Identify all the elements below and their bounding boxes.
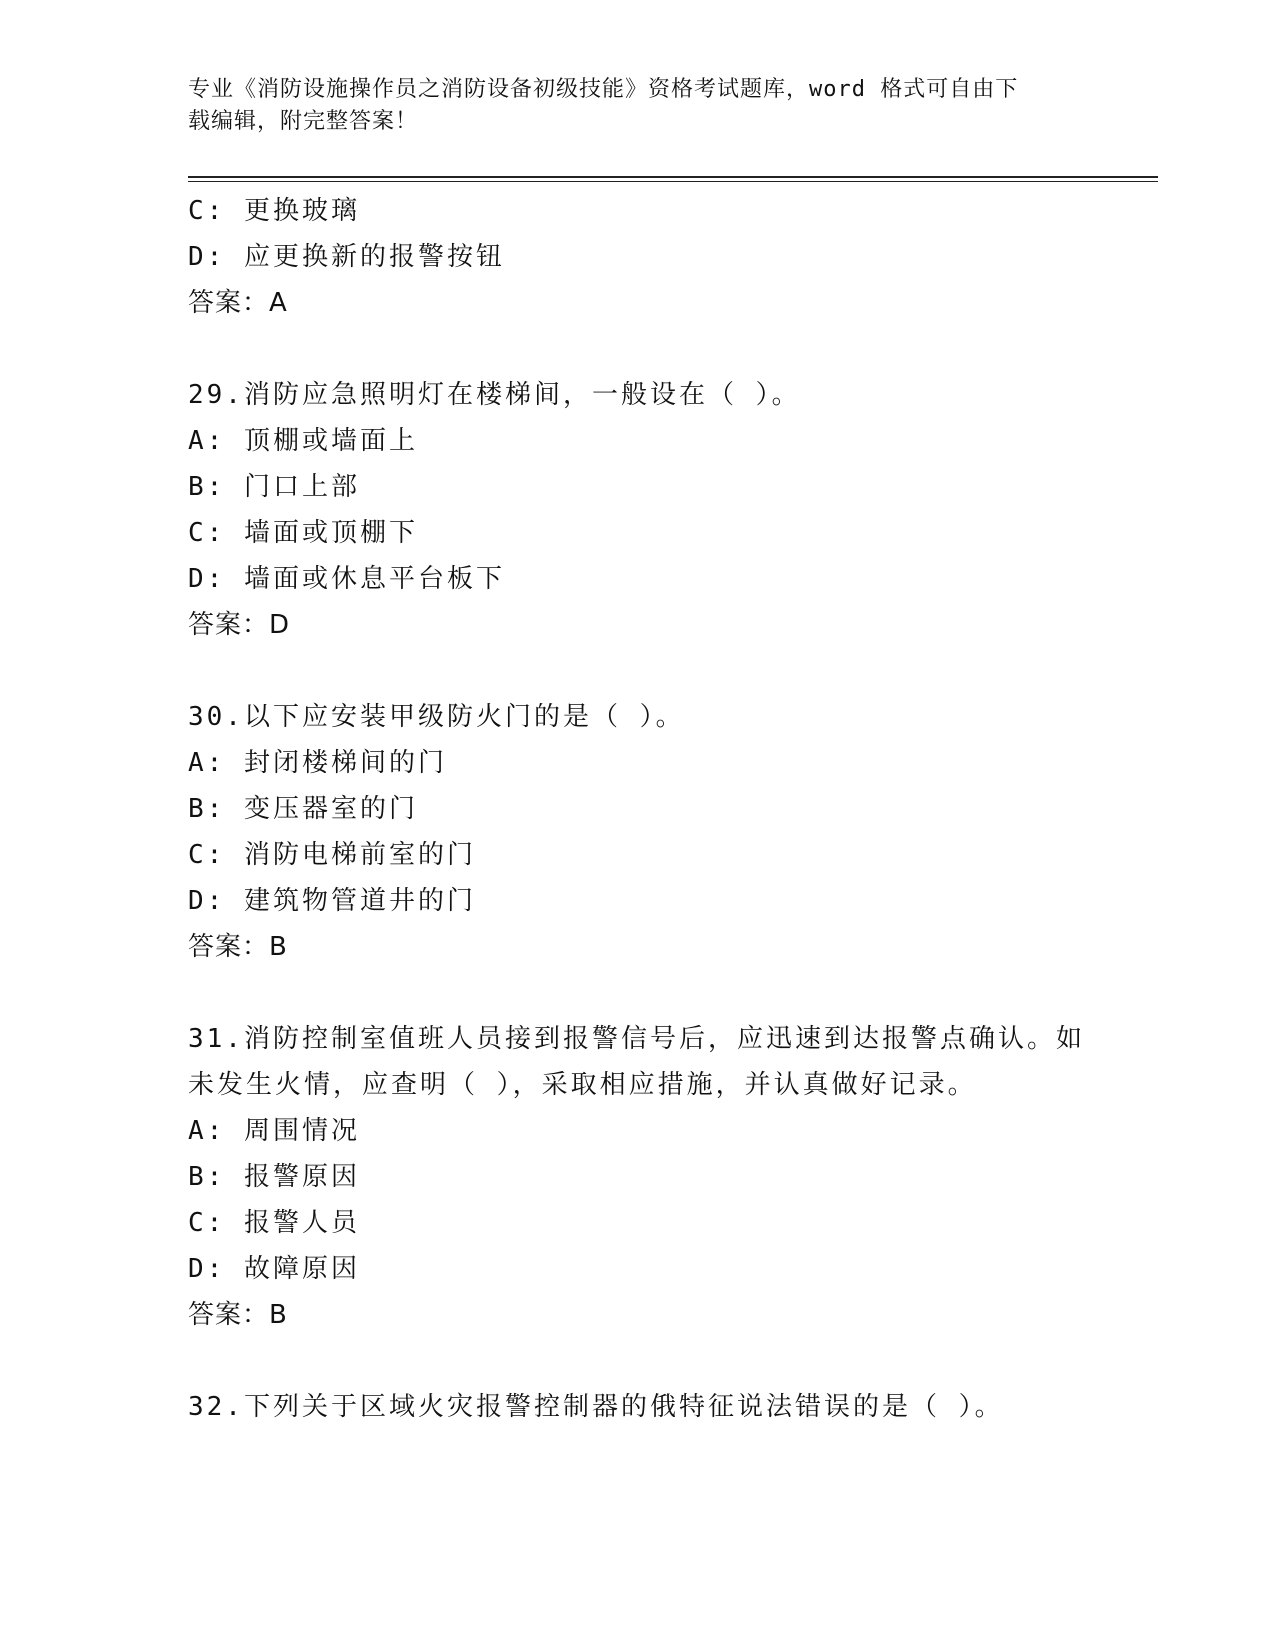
option-c: C: 更换玻璃	[188, 196, 360, 226]
header-divider	[188, 176, 1158, 182]
question-stem: 29.消防应急照明灯在楼梯间，一般设在（ ）。	[188, 380, 801, 410]
option-d: D: 故障原因	[188, 1254, 360, 1284]
option-b: B: 门口上部	[188, 472, 360, 502]
question-content	[188, 188, 1148, 1430]
question-stem-line-1: 31.消防控制室值班人员接到报警信号后，应迅速到达报警点确认。如	[188, 1024, 1085, 1054]
question-30	[188, 694, 1148, 970]
question-32	[188, 1384, 1148, 1430]
option-a: A: 封闭楼梯间的门	[188, 748, 447, 778]
option-d: D: 建筑物管道井的门	[188, 886, 476, 916]
spacer	[188, 648, 1148, 694]
option-c: C: 报警人员	[188, 1208, 360, 1238]
option-b: B: 报警原因	[188, 1162, 360, 1192]
question-29	[188, 372, 1148, 648]
answer-label: 答案：B	[188, 1300, 288, 1330]
option-a: A: 顶棚或墙面上	[188, 426, 418, 456]
spacer	[188, 970, 1148, 1016]
spacer	[188, 1338, 1148, 1384]
option-d: D: 应更换新的报警按钮	[188, 242, 505, 272]
spacer	[188, 326, 1148, 372]
document-header	[188, 74, 1088, 138]
answer-label: 答案：A	[188, 288, 288, 318]
header-line-2: 载编辑，附完整答案！	[188, 109, 419, 134]
option-b: B: 变压器室的门	[188, 794, 418, 824]
header-line-1: 专业《消防设施操作员之消防设备初级技能》资格考试题库，word 格式可自由下	[188, 77, 1019, 102]
answer-label: 答案：B	[188, 932, 288, 962]
answer-label: 答案：D	[188, 610, 291, 640]
option-c: C: 消防电梯前室的门	[188, 840, 476, 870]
question-28-tail	[188, 188, 1148, 326]
question-31	[188, 1016, 1148, 1338]
question-stem-line-2: 未发生火情，应查明（ ），采取相应措施，并认真做好记录。	[188, 1070, 977, 1100]
option-d: D: 墙面或休息平台板下	[188, 564, 505, 594]
option-c: C: 墙面或顶棚下	[188, 518, 418, 548]
option-a: A: 周围情况	[188, 1116, 360, 1146]
question-stem: 30.以下应安装甲级防火门的是（ ）。	[188, 702, 685, 732]
question-stem: 32.下列关于区域火灾报警控制器的俄特征说法错误的是（ ）。	[188, 1392, 1004, 1422]
